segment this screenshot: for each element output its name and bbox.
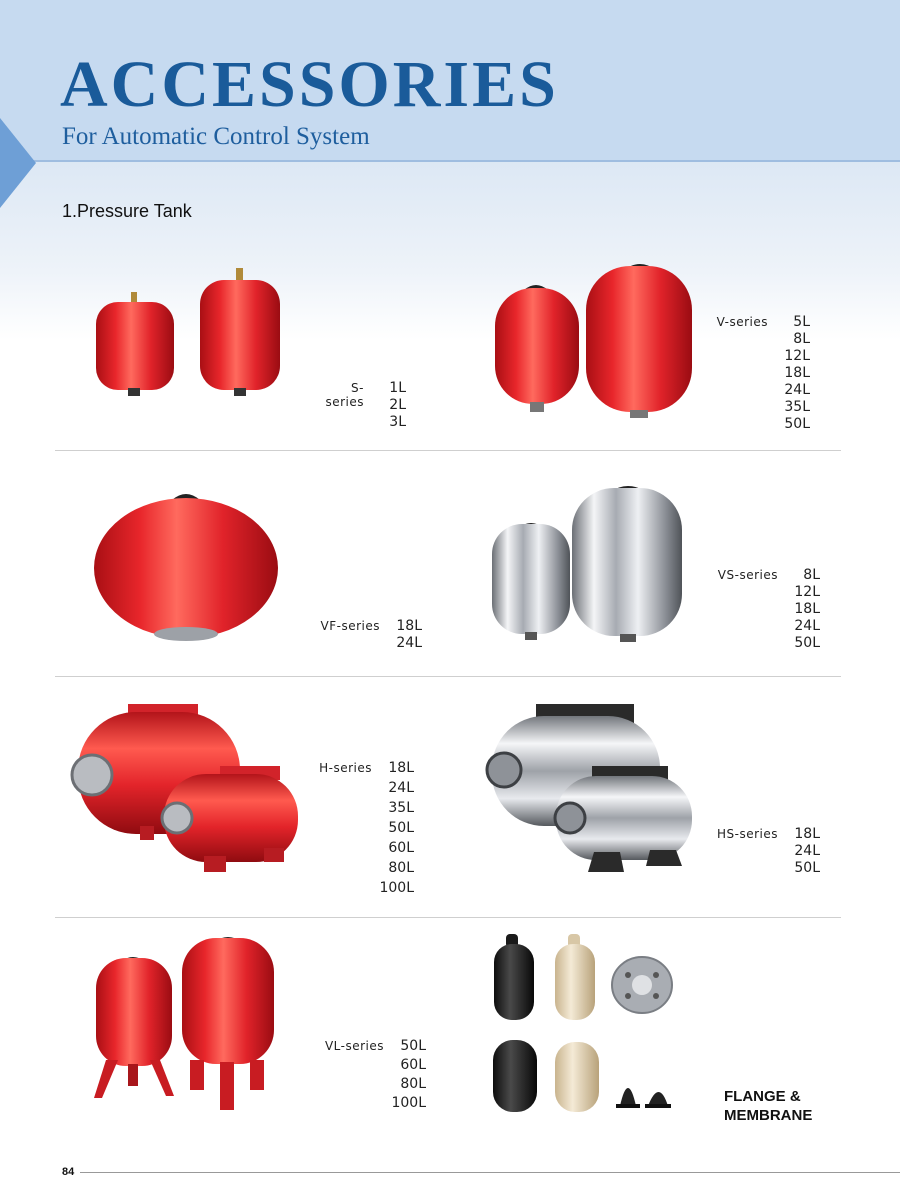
- vf-series-spec: [318, 618, 422, 652]
- vs-series-tank-large: [572, 486, 682, 642]
- series-volume: 80L: [400, 1076, 426, 1092]
- series-name: V-series: [716, 315, 768, 329]
- series-volume: 24L: [396, 635, 422, 651]
- series-volume: 60L: [400, 1057, 426, 1073]
- h-series-spec: [318, 760, 414, 900]
- vl-series-tank-large: [182, 937, 274, 1110]
- vf-series-tank: [94, 494, 278, 641]
- series-volume: 35L: [388, 800, 414, 816]
- v-series-tank-large: [586, 264, 692, 418]
- row-divider-1: [55, 450, 841, 451]
- hs-series-tank-small: [555, 766, 692, 872]
- vl-series-tank-small: [94, 957, 174, 1098]
- series-volume: 80L: [388, 860, 414, 876]
- series-volume: 18L: [396, 618, 422, 634]
- series-name: H-series: [319, 761, 372, 775]
- flange-membrane-label: [724, 1087, 812, 1125]
- series-volume: 50L: [794, 635, 820, 651]
- series-volume: 24L: [794, 843, 820, 859]
- v-series-spec: [710, 314, 810, 433]
- series-volume: 1L: [389, 380, 406, 396]
- series-volume: 8L: [793, 331, 810, 347]
- membrane-beige-short: [555, 1042, 599, 1112]
- hs-series-spec: [716, 826, 820, 877]
- series-volume: 50L: [388, 820, 414, 836]
- flange-label-line2: MEMBRANE: [724, 1107, 813, 1124]
- series-volume: 24L: [388, 780, 414, 796]
- series-volume: 50L: [400, 1038, 426, 1054]
- series-volume: 24L: [794, 618, 820, 634]
- series-volume: 35L: [784, 399, 810, 415]
- series-volume: 2L: [389, 397, 406, 413]
- row-divider-3: [55, 917, 841, 918]
- series-volume: 18L: [784, 365, 810, 381]
- series-name: S-series: [325, 381, 364, 409]
- vl-series-spec: [318, 1038, 426, 1114]
- rubber-plug-2: [645, 1092, 671, 1108]
- rubber-plug-1: [616, 1088, 640, 1108]
- s-series-tank-small: [96, 292, 174, 396]
- series-name: HS-series: [716, 827, 778, 841]
- series-name: VS-series: [717, 568, 778, 582]
- membrane-black-tall: [494, 934, 534, 1020]
- page-title: ACCESSORIES: [60, 48, 559, 121]
- series-volume: 18L: [794, 601, 820, 617]
- flange-label-line1: FLANGE &: [724, 1088, 801, 1105]
- vs-series-spec: [716, 567, 820, 652]
- flange-disc: [612, 957, 672, 1013]
- vs-series-tank-small: [492, 523, 570, 640]
- s-series-tank-large: [200, 268, 280, 396]
- section-title: 1.Pressure Tank: [62, 201, 192, 221]
- s-series-spec: [320, 380, 406, 431]
- series-volume: 18L: [388, 760, 414, 776]
- series-volume: 12L: [784, 348, 810, 364]
- series-volume: 8L: [803, 567, 820, 583]
- series-name: VF-series: [320, 619, 380, 633]
- series-volume: 12L: [794, 584, 820, 600]
- series-volume: 18L: [794, 826, 820, 842]
- series-name: VL-series: [324, 1039, 384, 1053]
- series-volume: 5L: [793, 314, 810, 330]
- series-volume: 60L: [388, 840, 414, 856]
- series-volume: 100L: [391, 1095, 426, 1111]
- series-volume: 100L: [379, 880, 414, 896]
- series-volume: 50L: [794, 860, 820, 876]
- v-series-tank-small: [495, 285, 579, 412]
- series-volume: 3L: [389, 414, 406, 430]
- series-volume: 24L: [784, 382, 810, 398]
- row-divider-2: [55, 676, 841, 677]
- series-volume: 50L: [784, 416, 810, 432]
- footer-divider: [80, 1172, 900, 1173]
- page-number: 84: [62, 1166, 75, 1178]
- page-subtitle: For Automatic Control System: [62, 123, 370, 150]
- h-series-tank-small: [162, 766, 298, 872]
- membrane-black-short: [493, 1040, 537, 1112]
- membrane-beige-tall: [555, 934, 595, 1020]
